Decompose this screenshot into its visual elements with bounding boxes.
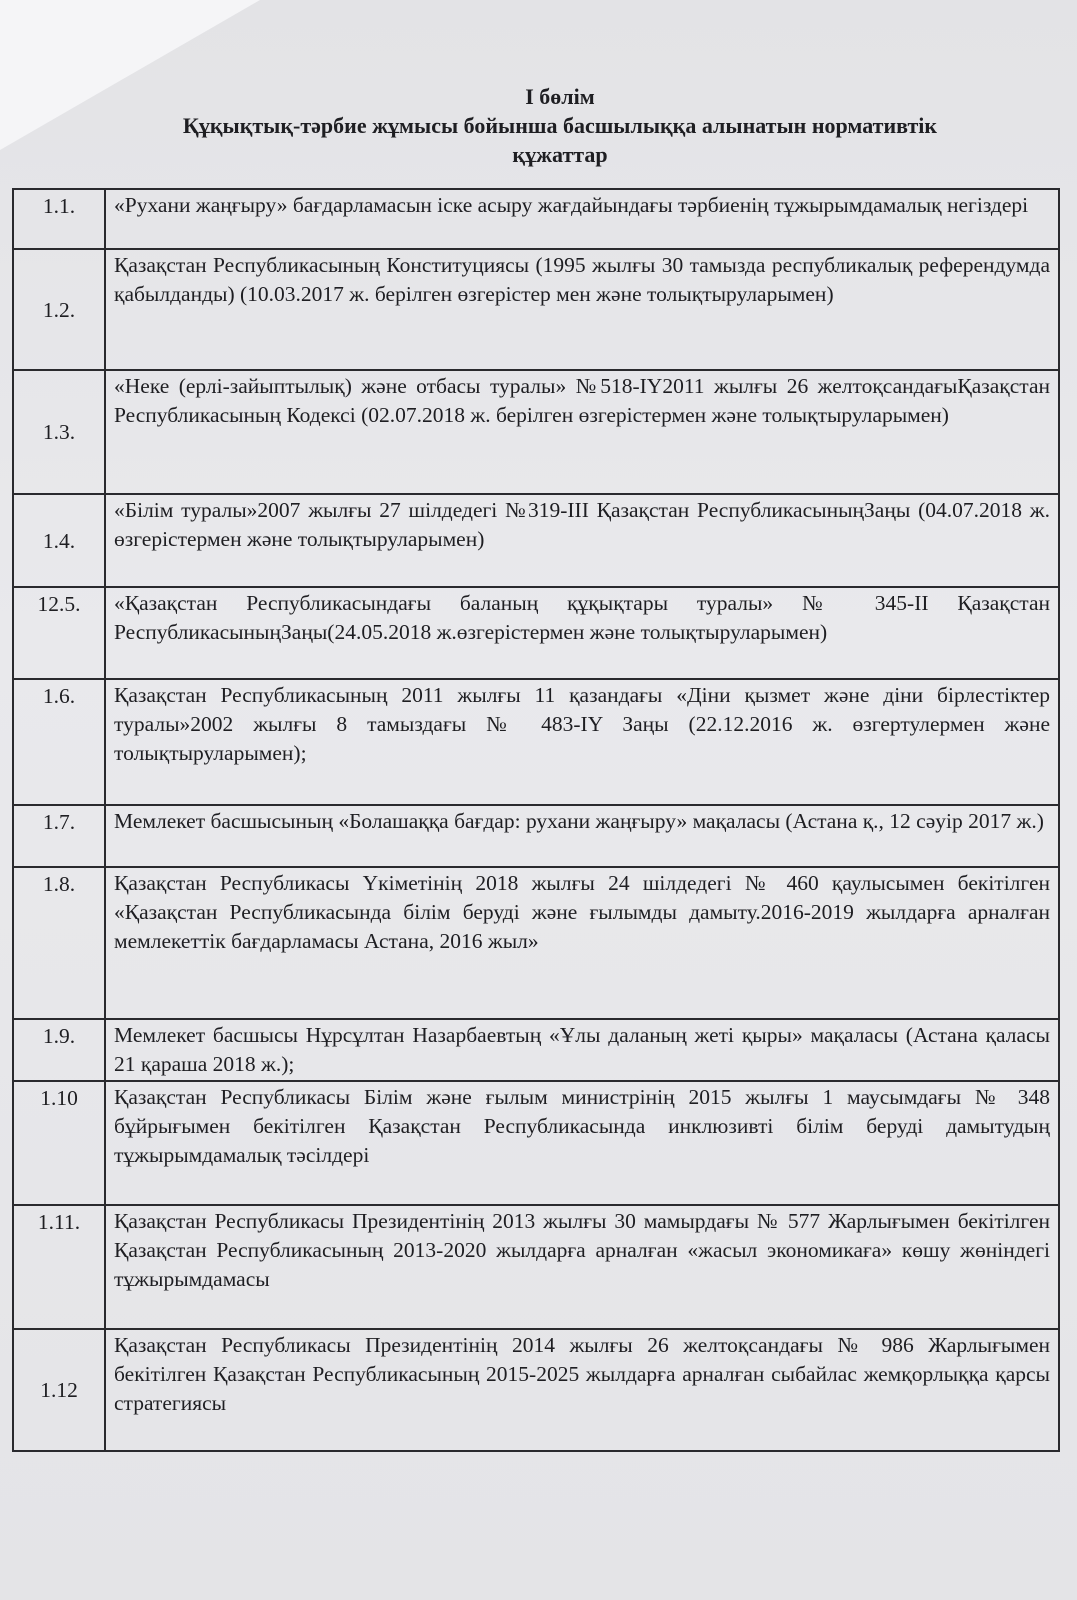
table-row [13,679,1059,805]
row-number: 1.1. [13,189,105,249]
document-header [60,82,1060,169]
row-number: 1.12 [13,1329,105,1451]
row-text: Қазақстан Республикасы Білім және ғылым министрінің 2015 жылғы 1 маусымдағы № 348 бұйрығымен бекітілген Қазақстан Республикасында инклюзивті білім беруді дамытудың тұжырымдамалық тәсілдері [105,1081,1059,1205]
row-text: «Білім туралы»2007 жылғы 27 шілдедегі №319-ІІІ Қазақстан РеспубликасыныңЗаңы (04.07.2018 ж. өзгерістермен және толықтыруларымен) [105,494,1059,587]
row-text: Қазақстан Республикасы Президентінің 2014 жылғы 26 желтоқсандағы № 986 Жарлығымен бекітілген Қазақстан Республикасының 2015-2025 жылдарға арналған сыбайлас жемқорлыққа қарсы стратегиясы [105,1329,1059,1451]
row-text: «Неке (ерлі-зайыптылық) және отбасы туралы» №518-IY2011 жылғы 26 желтоқсандағыҚазақстан Республикасының Кодексі (02.07.2018 ж. берілген өзгерістермен және толықтыруларымен) [105,370,1059,494]
row-number: 12.5. [13,587,105,679]
table-row [13,587,1059,679]
table-row [13,1329,1059,1451]
table-row [13,805,1059,867]
row-text: Қазақстан Республикасы Үкіметінің 2018 жылғы 24 шілдедегі № 460 қаулысымен бекітілген «Қазақстан Республикасында білім беруді және ғылымды дамыту.2016-2019 жылдарға арналған мемлекеттік бағдарламасы Астана, 2016 жыл» [105,867,1059,1019]
table-row [13,189,1059,249]
row-number: 1.3. [13,370,105,494]
row-number: 1.2. [13,249,105,370]
row-number: 1.8. [13,867,105,1019]
table-row [13,494,1059,587]
table-row [13,867,1059,1019]
row-text: «Рухани жаңғыру» бағдарламасын іске асыру жағдайындағы тәрбиенің тұжырымдамалық негіздері [105,189,1059,249]
table-row [13,1205,1059,1329]
row-text: Қазақстан Республикасының 2011 жылғы 11 қазандағы «Діни қызмет және діни бірлестіктер туралы»2002 жылғы 8 тамыздағы № 483-IY Заңы (22.12.2016 ж. өзгертулермен және толықтыруларымен); [105,679,1059,805]
row-text: «Қазақстан Республикасындағы баланың құқықтары туралы» № 345-ІІ Қазақстан РеспубликасыныңЗаңы(24.05.2018 ж.өзгерістермен және толықтыруларымен) [105,587,1059,679]
row-number: 1.9. [13,1019,105,1081]
section-heading: I бөлім [525,84,595,109]
row-number: 1.7. [13,805,105,867]
row-number: 1.11. [13,1205,105,1329]
table-row [13,1081,1059,1205]
table-row [13,249,1059,370]
row-text: Қазақстан Республикасының Конституциясы (1995 жылғы 30 тамызда республикалық референдумда қабылданды) (10.03.2017 ж. берілген өзгерістер мен және толықтыруларымен) [105,249,1059,370]
documents-table [12,188,1060,1452]
row-text: Мемлекет басшысы Нұрсұлтан Назарбаевтың «Ұлы даланың жеті қыры» мақаласы (Астана қаласы 21 қараша 2018 ж.); [105,1019,1059,1081]
document-title-line2: құжаттар [512,142,608,167]
row-number: 1.6. [13,679,105,805]
document-title-line1: Құқықтық-тәрбие жұмысы бойынша басшылыққа алынатын нормативтік [182,113,938,138]
row-text: Қазақстан Республикасы Президентінің 2013 жылғы 30 мамырдағы № 577 Жарлығымен бекітілген Қазақстан Республикасының 2013-2020 жылдарға арналған «жасыл экономикаға» көшу жөніндегі тұжырымдамасы [105,1205,1059,1329]
row-number: 1.4. [13,494,105,587]
table-row [13,1019,1059,1081]
row-number: 1.10 [13,1081,105,1205]
row-text: Мемлекет басшысының «Болашаққа бағдар: рухани жаңғыру» мақаласы (Астана қ., 12 сәуір 2017 ж.) [105,805,1059,867]
table-row [13,370,1059,494]
